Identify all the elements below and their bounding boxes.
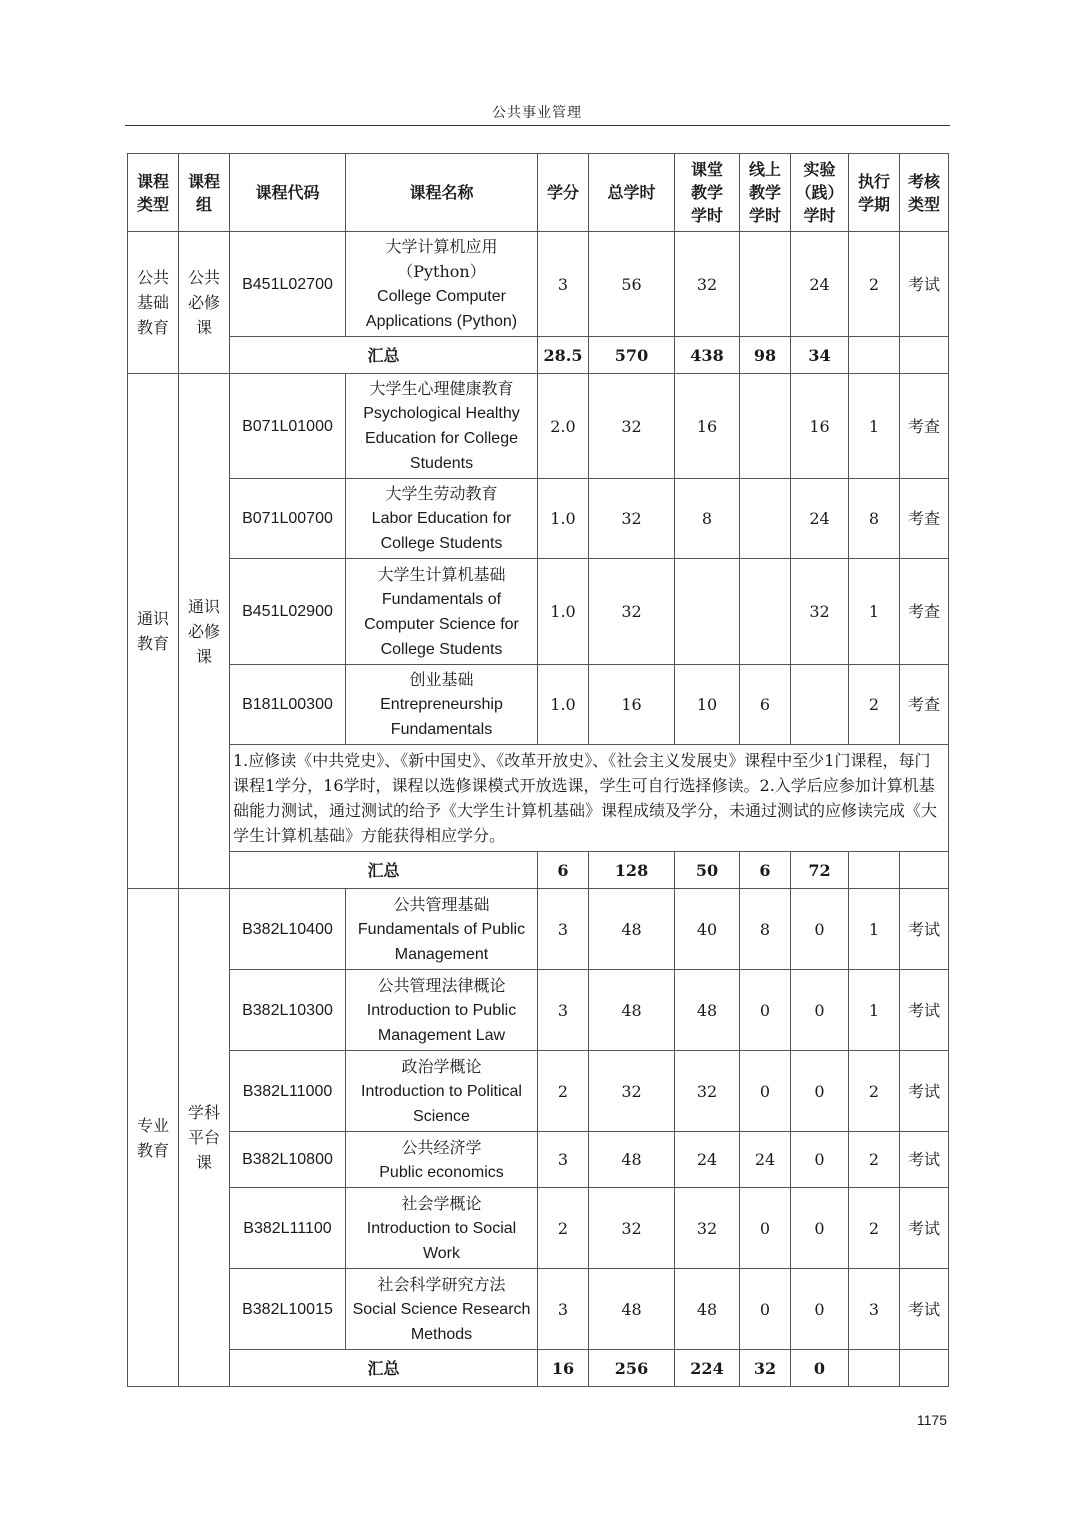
course-class-hours: 24 xyxy=(675,1132,740,1188)
table-row xyxy=(128,1051,949,1132)
course-name-en: Labor Education for College Students xyxy=(371,510,512,552)
summary-row xyxy=(128,337,949,374)
course-term: 2 xyxy=(849,232,900,337)
summary-lab-hours: 34 xyxy=(791,337,849,374)
course-name-en: Public economics xyxy=(379,1163,504,1181)
course-total-hours: 56 xyxy=(589,232,675,337)
course-name-en: Social Science Research Methods xyxy=(352,1300,531,1343)
course-term: 2 xyxy=(849,1132,900,1188)
summary-label: 汇总 xyxy=(230,852,538,889)
course-group-cell: 公共 必修 课 xyxy=(179,232,230,374)
table-row xyxy=(128,1269,949,1350)
course-term: 3 xyxy=(849,1269,900,1350)
summary-total-hours: 570 xyxy=(589,337,675,374)
table-row xyxy=(128,374,949,479)
course-credit: 1.0 xyxy=(538,559,589,665)
course-table xyxy=(127,153,949,1387)
course-name-cell xyxy=(346,970,538,1051)
course-group-cell: 学科 平台 课 xyxy=(179,889,230,1387)
course-code: B382L11000 xyxy=(230,1051,346,1132)
summary-total-hours: 256 xyxy=(589,1350,675,1387)
course-code: B181L00300 xyxy=(230,665,346,745)
summary-row xyxy=(128,852,949,889)
summary-term-empty xyxy=(849,852,900,889)
course-lab-hours: 0 xyxy=(791,1269,849,1350)
course-code: B382L10800 xyxy=(230,1132,346,1188)
table-row xyxy=(128,559,949,665)
course-type-cell: 通识 教育 xyxy=(128,374,179,889)
course-term: 2 xyxy=(849,1051,900,1132)
course-lab-hours: 0 xyxy=(791,889,849,970)
course-name-cn: 公共管理法律概论 xyxy=(377,975,506,995)
course-term: 1 xyxy=(849,889,900,970)
course-term: 8 xyxy=(849,479,900,559)
course-class-hours: 40 xyxy=(675,889,740,970)
course-total-hours: 48 xyxy=(589,889,675,970)
summary-exam-empty xyxy=(900,1350,949,1387)
col-header-group: 课程 组 xyxy=(179,154,230,232)
course-total-hours: 32 xyxy=(589,559,675,665)
course-lab-hours: 16 xyxy=(791,374,849,479)
summary-lab-hours: 0 xyxy=(791,1350,849,1387)
course-online-hours: 6 xyxy=(740,665,791,745)
course-group-cell: 通识 必修 课 xyxy=(179,374,230,889)
course-class-hours xyxy=(675,559,740,665)
course-credit: 2 xyxy=(538,1188,589,1269)
course-online-hours: 0 xyxy=(740,1051,791,1132)
col-header-credit: 学分 xyxy=(538,154,589,232)
course-total-hours: 48 xyxy=(589,970,675,1051)
course-term: 1 xyxy=(849,374,900,479)
course-lab-hours: 0 xyxy=(791,1132,849,1188)
course-name-cell xyxy=(346,479,538,559)
course-exam-type: 考试 xyxy=(900,1269,949,1350)
course-online-hours xyxy=(740,559,791,665)
course-online-hours xyxy=(740,232,791,337)
course-name-en: Fundamentals of Public Management xyxy=(357,920,526,963)
course-name-cn: 创业基础 xyxy=(409,670,474,689)
course-credit: 2 xyxy=(538,1051,589,1132)
course-exam-type: 考试 xyxy=(900,1188,949,1269)
course-class-hours: 10 xyxy=(675,665,740,745)
summary-credit: 6 xyxy=(538,852,589,889)
course-code: B451L02700 xyxy=(230,232,346,337)
summary-total-hours: 128 xyxy=(589,852,675,889)
course-online-hours: 0 xyxy=(740,970,791,1051)
col-header-exam: 考核 类型 xyxy=(900,154,949,232)
course-lab-hours: 0 xyxy=(791,970,849,1051)
col-header-lab: 实验 （践） 学时 xyxy=(791,154,849,232)
table-row xyxy=(128,232,949,337)
course-total-hours: 48 xyxy=(589,1269,675,1350)
course-exam-type: 考试 xyxy=(900,970,949,1051)
course-credit: 1.0 xyxy=(538,479,589,559)
col-header-online: 线上 教学 学时 xyxy=(740,154,791,232)
course-name-cn: 公共经济学 xyxy=(401,1137,482,1157)
course-class-hours: 32 xyxy=(675,1188,740,1269)
course-total-hours: 32 xyxy=(589,479,675,559)
course-name-cell xyxy=(346,1269,538,1350)
table-body xyxy=(128,232,949,1387)
course-credit: 1.0 xyxy=(538,665,589,745)
header-row xyxy=(128,154,949,232)
course-class-hours: 48 xyxy=(675,1269,740,1350)
course-online-hours xyxy=(740,374,791,479)
course-class-hours: 16 xyxy=(675,374,740,479)
course-code: B382L10400 xyxy=(230,889,346,970)
table-row xyxy=(128,1188,949,1269)
summary-term-empty xyxy=(849,1350,900,1387)
summary-exam-empty xyxy=(900,337,949,374)
course-term: 1 xyxy=(849,559,900,665)
course-name-cell xyxy=(346,1132,538,1188)
course-name-cn: 大学生劳动教育 xyxy=(385,484,498,503)
course-exam-type: 考试 xyxy=(900,889,949,970)
summary-class-hours: 50 xyxy=(675,852,740,889)
course-online-hours: 24 xyxy=(740,1132,791,1188)
course-name-cell xyxy=(346,1051,538,1132)
course-total-hours: 48 xyxy=(589,1132,675,1188)
summary-exam-empty xyxy=(900,852,949,889)
summary-row xyxy=(128,1350,949,1387)
course-name-en: Fundamentals of Computer Science for College Students xyxy=(364,590,519,658)
course-name-cell xyxy=(346,374,538,479)
running-header: 公共事业管理 xyxy=(492,105,582,121)
course-credit: 3 xyxy=(538,232,589,337)
table-row xyxy=(128,970,949,1051)
summary-term-empty xyxy=(849,337,900,374)
course-name-cn: 大学计算机应用 （Python） xyxy=(385,237,498,281)
course-class-hours: 48 xyxy=(675,970,740,1051)
course-exam-type: 考试 xyxy=(900,232,949,337)
course-online-hours: 0 xyxy=(740,1269,791,1350)
col-header-name: 课程名称 xyxy=(346,154,538,232)
course-credit: 3 xyxy=(538,1132,589,1188)
course-code: B071L00700 xyxy=(230,479,346,559)
course-name-cn: 公共管理基础 xyxy=(393,894,490,914)
course-online-hours: 0 xyxy=(740,1188,791,1269)
course-total-hours: 32 xyxy=(589,1188,675,1269)
col-header-term: 执行 学期 xyxy=(849,154,900,232)
summary-label: 汇总 xyxy=(230,1350,538,1387)
course-exam-type: 考查 xyxy=(900,479,949,559)
course-name-cell xyxy=(346,889,538,970)
course-name-en: Psychological Healthy Education for College Students xyxy=(363,405,520,472)
course-name-cn: 社会学概论 xyxy=(401,1193,482,1213)
summary-lab-hours: 72 xyxy=(791,852,849,889)
section-note: 1.应修读《中共党史》、《新中国史》、《改革开放史》、《社会主义发展史》课程中至少1门课程，每门课程1学分，16学时，课程以选修课模式开放选课，学生可自行选择修读。2.入学后应参加计算机基础能力测试，通过测试的给予《大学生计算机基础》课程成绩及学分，未通过测试的应修读完成《大学生计算机基础》方能获得相应学分。 xyxy=(230,745,949,852)
course-lab-hours: 0 xyxy=(791,1188,849,1269)
course-credit: 3 xyxy=(538,970,589,1051)
course-name-cn: 社会科学研究方法 xyxy=(377,1274,506,1294)
course-exam-type: 考查 xyxy=(900,374,949,479)
col-header-total: 总学时 xyxy=(589,154,675,232)
course-name-cell xyxy=(346,559,538,665)
course-credit: 3 xyxy=(538,1269,589,1350)
course-code: B071L01000 xyxy=(230,374,346,479)
summary-online-hours: 6 xyxy=(740,852,791,889)
course-code: B382L11100 xyxy=(230,1188,346,1269)
course-term: 1 xyxy=(849,970,900,1051)
course-term: 2 xyxy=(849,1188,900,1269)
note-row xyxy=(128,745,949,852)
course-term: 2 xyxy=(849,665,900,745)
course-code: B382L10015 xyxy=(230,1269,346,1350)
summary-label: 汇总 xyxy=(230,337,538,374)
course-credit: 3 xyxy=(538,889,589,970)
course-lab-hours xyxy=(791,665,849,745)
summary-class-hours: 438 xyxy=(675,337,740,374)
course-online-hours xyxy=(740,479,791,559)
table-row xyxy=(128,665,949,745)
course-name-en: Introduction to Political Science xyxy=(361,1082,522,1125)
course-lab-hours: 24 xyxy=(791,232,849,337)
col-header-type: 课程 类型 xyxy=(128,154,179,232)
table-row xyxy=(128,1132,949,1188)
course-name-en: Entrepreneurship Fundamentals xyxy=(380,696,503,738)
table-row xyxy=(128,479,949,559)
course-lab-hours: 32 xyxy=(791,559,849,665)
course-code: B382L10300 xyxy=(230,970,346,1051)
col-header-code: 课程代码 xyxy=(230,154,346,232)
course-class-hours: 32 xyxy=(675,1051,740,1132)
course-name-en: Introduction to Social Work xyxy=(366,1219,517,1262)
course-total-hours: 16 xyxy=(589,665,675,745)
course-class-hours: 8 xyxy=(675,479,740,559)
summary-online-hours: 32 xyxy=(740,1350,791,1387)
course-class-hours: 32 xyxy=(675,232,740,337)
course-exam-type: 考查 xyxy=(900,665,949,745)
course-lab-hours: 0 xyxy=(791,1051,849,1132)
course-code: B451L02900 xyxy=(230,559,346,665)
page-number: 1175 xyxy=(916,1412,947,1428)
course-lab-hours: 24 xyxy=(791,479,849,559)
course-credit: 2.0 xyxy=(538,374,589,479)
summary-online-hours: 98 xyxy=(740,337,791,374)
header-rule xyxy=(125,125,950,126)
summary-class-hours: 224 xyxy=(675,1350,740,1387)
course-total-hours: 32 xyxy=(589,374,675,479)
course-name-cn: 大学生计算机基础 xyxy=(377,564,506,584)
col-header-class: 课堂 教学 学时 xyxy=(675,154,740,232)
course-name-en: Introduction to Public Management Law xyxy=(366,1001,517,1044)
summary-credit: 28.5 xyxy=(538,337,589,374)
course-name-en: College Computer Applications (Python) xyxy=(365,288,518,330)
summary-credit: 16 xyxy=(538,1350,589,1387)
course-name-cn: 大学生心理健康教育 xyxy=(369,379,514,398)
course-name-cn: 政治学概论 xyxy=(401,1056,482,1076)
course-name-cell xyxy=(346,1188,538,1269)
course-type-cell: 公共 基础 教育 xyxy=(128,232,179,374)
course-name-cell xyxy=(346,232,538,337)
course-online-hours: 8 xyxy=(740,889,791,970)
course-exam-type: 考试 xyxy=(900,1132,949,1188)
course-type-cell: 专业 教育 xyxy=(128,889,179,1387)
course-exam-type: 考查 xyxy=(900,559,949,665)
course-name-cell xyxy=(346,665,538,745)
course-exam-type: 考试 xyxy=(900,1051,949,1132)
course-total-hours: 32 xyxy=(589,1051,675,1132)
table-row xyxy=(128,889,949,970)
